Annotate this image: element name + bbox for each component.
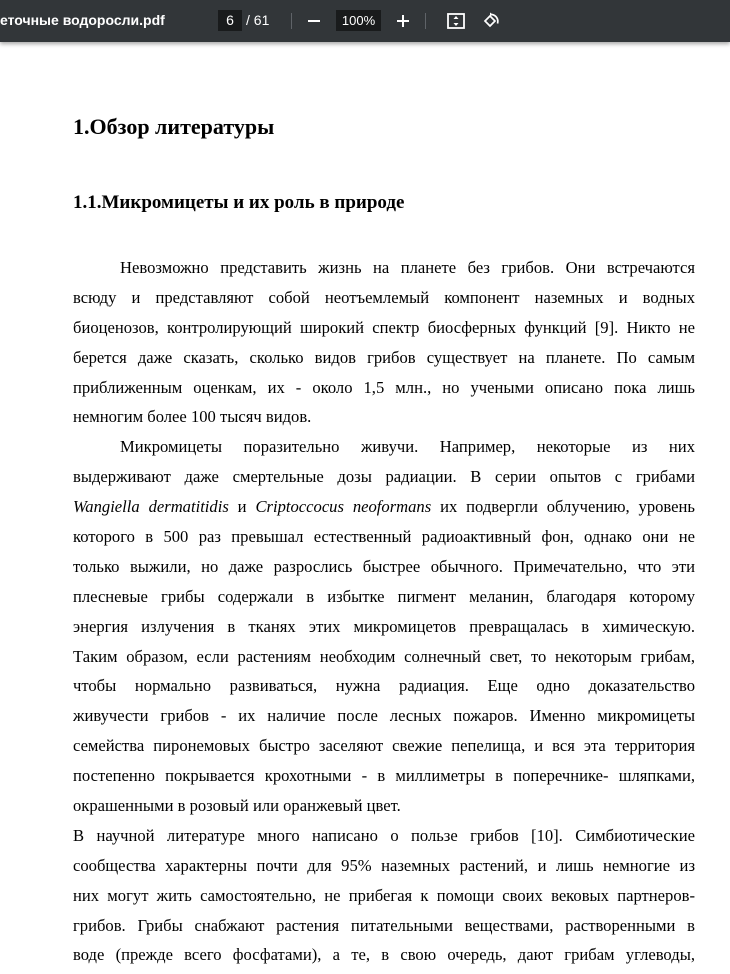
text-segment: которого в 500 раз превышал естественный радиоактивный фон, однако они не bbox=[73, 527, 695, 547]
zoom-in-button[interactable] bbox=[391, 9, 415, 33]
species-name: Wangiella dermatitidis bbox=[73, 497, 229, 517]
text-segment: окрашенными в розовый или оранжевый цвет. bbox=[73, 796, 401, 816]
body-text bbox=[73, 257, 695, 974]
divider bbox=[291, 13, 292, 29]
fit-page-icon bbox=[446, 11, 466, 31]
species-name: Criptoccocus neoformans bbox=[255, 497, 432, 517]
text-segment: только выжили, но даже разрослись быстрее обычного. Примечательно, что эти bbox=[73, 556, 695, 576]
text-line bbox=[73, 466, 695, 496]
text-line bbox=[73, 646, 695, 676]
text-segment: сообщества характерны почти для 95% наземных растений, и лишь немногие из bbox=[73, 855, 695, 875]
text-segment: В научной литературе много написано о пользе грибов [10]. Симбиотические bbox=[73, 825, 695, 845]
text-segment: живучести грибов - их наличие после лесных пожаров. Именно микромицеты bbox=[73, 706, 695, 726]
text-line bbox=[73, 915, 695, 945]
zoom-out-button[interactable] bbox=[302, 9, 326, 33]
page-total: / 61 bbox=[246, 12, 270, 28]
text-line bbox=[73, 944, 695, 974]
text-segment: Микромицеты поразительно живучи. Например, некоторые из них bbox=[120, 437, 695, 457]
text-line bbox=[73, 317, 695, 347]
text-segment: приближенным оценкам, их - около 1,5 млн., но учеными описано пока лишь bbox=[73, 377, 695, 397]
text-segment: чтобы нормально развиваться, нужна радиация. Еще одно доказательство bbox=[73, 676, 695, 696]
text-segment: биоценозов, контролирующий широкий спектр биосферных функций [9]. Никто не bbox=[73, 317, 695, 337]
text-line bbox=[73, 377, 695, 407]
pdf-page bbox=[0, 42, 730, 965]
text-segment: и bbox=[228, 497, 256, 517]
text-line bbox=[73, 496, 695, 526]
zoom-input[interactable]: 100% bbox=[336, 10, 381, 31]
text-line bbox=[73, 616, 695, 646]
text-line bbox=[73, 347, 695, 377]
text-segment: их подвергли облучению, уровень bbox=[431, 497, 695, 517]
text-segment: постепенно покрывается крохотными - в миллиметры в поперечнике- шляпками, bbox=[73, 766, 695, 786]
text-segment: Таким образом, если растениям необходим солнечный свет, то некоторым грибам, bbox=[73, 646, 695, 666]
text-segment: немногим более 100 тысяч видов. bbox=[73, 407, 312, 427]
text-line bbox=[73, 556, 695, 586]
text-line bbox=[73, 436, 695, 466]
text-segment: всюду и представляют собой неотъемлемый компонент наземных и водных bbox=[73, 287, 695, 307]
text-line bbox=[73, 526, 695, 556]
text-line bbox=[73, 675, 695, 705]
text-line bbox=[73, 586, 695, 616]
fit-page-button[interactable] bbox=[444, 9, 468, 33]
text-line bbox=[73, 855, 695, 885]
pdf-toolbar bbox=[0, 0, 730, 42]
text-segment: энергия излучения в тканях этих микромицетов превращалась в химическую. bbox=[73, 616, 695, 636]
divider bbox=[425, 13, 426, 29]
text-line bbox=[73, 885, 695, 915]
text-line bbox=[73, 287, 695, 317]
rotate-icon bbox=[481, 11, 501, 31]
text-segment: семейства пиронемовых быстро заселяют свежие пепелища, и вся эта территория bbox=[73, 736, 695, 756]
file-title: еточные водоросли.pdf bbox=[0, 12, 165, 28]
text-segment: грибов. Грибы снабжают растения питательными веществами, растворенными в bbox=[73, 915, 695, 935]
heading-literature-review: 1.Обзор литературы bbox=[73, 114, 275, 139]
text-line bbox=[73, 765, 695, 795]
text-line bbox=[73, 735, 695, 765]
text-segment: них могут жить самостоятельно, не прибегая к помощи своих вековых партнеров- bbox=[73, 885, 695, 905]
heading-micromycetes: 1.1.Микромицеты и их роль в природе bbox=[73, 192, 405, 213]
plus-icon bbox=[396, 14, 410, 28]
text-segment: воде (прежде всего фосфатами), а те, в свою очередь, дают грибам углеводы, bbox=[73, 945, 695, 965]
page-number-input[interactable]: 6 bbox=[218, 10, 242, 31]
text-segment: плесневые грибы содержали в избытке пигмент меланин, благодаря которому bbox=[73, 586, 695, 606]
text-line bbox=[73, 705, 695, 735]
minus-icon bbox=[307, 14, 321, 28]
text-line bbox=[73, 825, 695, 855]
text-segment: выдерживают даже смертельные дозы радиации. В серии опытов с грибами bbox=[73, 467, 695, 487]
text-line bbox=[73, 406, 695, 436]
text-line bbox=[73, 795, 695, 825]
text-line bbox=[73, 257, 695, 287]
text-segment: берется даже сказать, сколько видов грибов существует на планете. По самым bbox=[73, 347, 695, 367]
rotate-button[interactable] bbox=[479, 9, 503, 33]
text-segment: Невозможно представить жизнь на планете без грибов. Они встречаются bbox=[120, 258, 695, 277]
